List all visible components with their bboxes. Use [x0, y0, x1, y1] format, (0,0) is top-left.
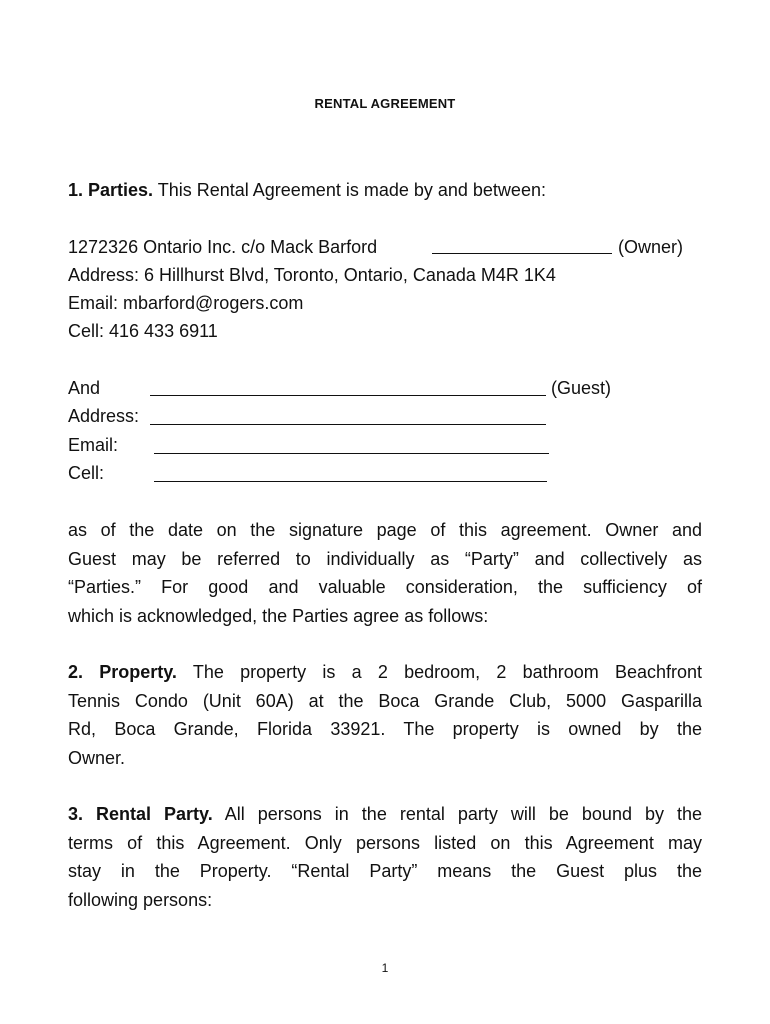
guest-and-label: And — [68, 378, 101, 398]
paragraph-line: Tennis Condo (Unit 60A) at the Boca Grande Club, 5000 Gasparilla — [68, 690, 702, 711]
owner-cell: Cell: 416 433 6911 — [68, 321, 218, 341]
owner-signature-blank[interactable] — [432, 253, 612, 254]
parties-heading: 1. Parties. — [68, 180, 154, 200]
owner-email: Email: mbarford@rogers.com — [68, 293, 304, 313]
paragraph-line: Guest may be referred to individually as “Party” and collectively as — [68, 548, 702, 569]
document-title: RENTAL AGREEMENT — [314, 96, 456, 111]
paragraph-line: as of the date on the signature page of this agreement. Owner and — [68, 520, 702, 540]
paragraph-line: which is acknowledged, the Parties agree as follows: — [68, 605, 489, 626]
guest-email-blank[interactable] — [154, 453, 549, 454]
parties-closing-paragraph — [68, 516, 702, 630]
parties-intro-text: This Rental Agreement is made by and between: — [153, 180, 546, 200]
page-number: 1 — [381, 961, 389, 975]
rental-party-heading: 3. Rental Party. — [68, 804, 213, 824]
paragraph-line: terms of this Agreement. Only persons listed on this Agreement may — [68, 832, 702, 853]
owner-role-label: (Owner) — [618, 237, 684, 257]
rental-party-text: All persons in the rental party will be bound by the — [212, 804, 702, 824]
parties-section-intro — [68, 176, 702, 205]
property-section — [68, 658, 702, 772]
guest-role-label: (Guest) — [551, 378, 612, 398]
paragraph-line — [68, 658, 702, 687]
guest-address-label: Address: — [68, 406, 140, 426]
paragraph-line: Owner. — [68, 747, 126, 768]
guest-cell-blank[interactable] — [154, 481, 547, 482]
property-heading: 2. Property. — [68, 662, 177, 682]
guest-cell-label: Cell: — [68, 463, 105, 483]
paragraph-line: “Parties.” For good and valuable consideration, the sufficiency of — [68, 577, 702, 597]
paragraph-line — [68, 800, 702, 829]
guest-name-blank[interactable] — [150, 395, 546, 396]
owner-address: Address: 6 Hillhurst Blvd, Toronto, Ontario, Canada M4R 1K4 — [68, 265, 556, 285]
guest-email-label: Email: — [68, 435, 119, 455]
rental-party-section — [68, 800, 702, 914]
paragraph-line: Rd, Boca Grande, Florida 33921. The property is owned by the — [68, 719, 702, 739]
owner-name: 1272326 Ontario Inc. c/o Mack Barford — [68, 237, 378, 257]
property-text: The property is a 2 bedroom, 2 bathroom Beachfront — [176, 662, 703, 682]
owner-name-line — [68, 233, 377, 262]
paragraph-line: stay in the Property. “Rental Party” means the Guest plus the — [68, 861, 702, 881]
guest-address-blank[interactable] — [150, 424, 546, 425]
paragraph-line: following persons: — [68, 889, 213, 910]
